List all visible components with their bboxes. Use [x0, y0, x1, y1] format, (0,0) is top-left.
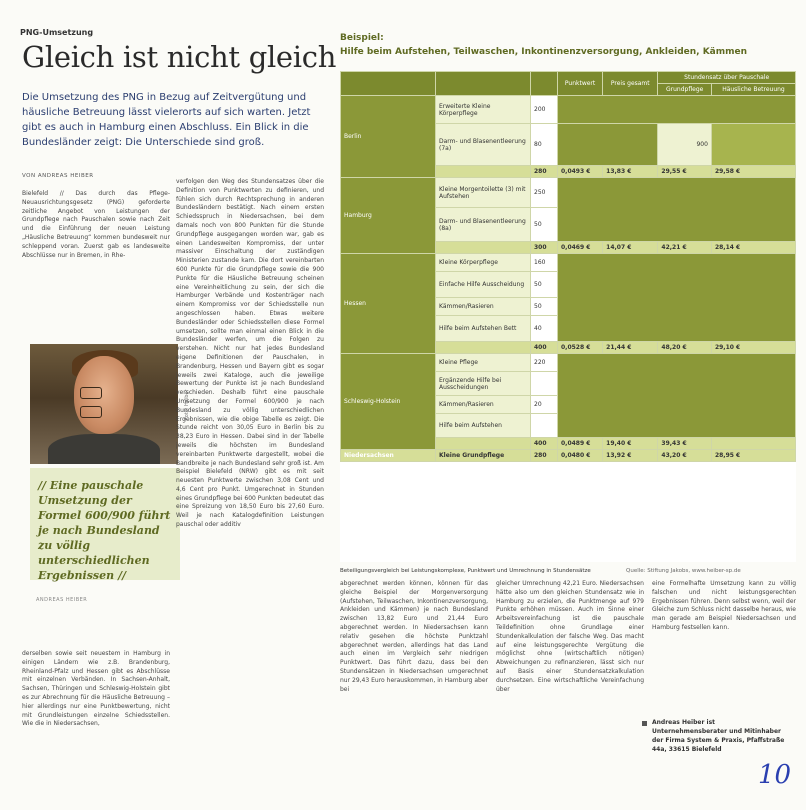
table-row: 400 0,0528 € 21,44 € 48,20 € 29,10 € [341, 342, 796, 354]
header-stundensatz: Stundensatz über Pauschale [658, 72, 796, 84]
table-row: Hilfe beim Aufstehen Bett 40 [341, 316, 796, 342]
table-row: Darm- und Blasenentleerung (7a) 80 900 [341, 124, 796, 166]
article-column-3: abgerechnet werden können, können für das gleiche Beispiel der Morgenversorgung (Aufstehen, Teilwaschen, Inkontinenzversorgung, Ankleiden und Kämmen) je nach Bundesland zwischen 13,82 Euro und 21,44 Euro abgerechnet werden. In Niedersachsen kann relativ gesehen die höchste Punktzahl abgerechnet werden, allerdings hat das Land auch einen im Vergleich sehr niedrigen Punktwert. Das führt dazu, dass bei den Stundensätzen in Niedersachsen umgerechnet nur 29,43 Euro herauskommen, in Hamburg aber bei [340, 580, 488, 693]
pull-quote: // Eine pauschale Umsetzung der Formel 600/900 führt je nach Bundesland zu völlig unterschiedlichen Ergebnissen // [30, 468, 180, 580]
table-row: Einfache Hilfe Ausscheidung 50 [341, 272, 796, 298]
header-grundpflege: Grundpflege [658, 84, 712, 96]
byline: VON ANDREAS HEIBER [22, 173, 94, 179]
table-row: Hessen Kleine Körperpflege 160 [341, 254, 796, 272]
table-row: Kämmen/Rasieren 20 [341, 396, 796, 414]
table-row: 300 0,0469 € 14,07 € 42,21 € 28,14 € [341, 242, 796, 254]
table-row: Ergänzende Hilfe bei Ausscheidungen [341, 372, 796, 396]
photo-credit: Foto: Heiber [184, 389, 190, 420]
table-footnote: Beteiligungsvergleich bei Leistungskomplexe, Punktwert und Umrechnung in Stundensätze [340, 568, 591, 574]
section-kicker: PNG-Umsetzung [20, 28, 94, 37]
header-punktwert: Punktwert [558, 72, 603, 96]
page-title: Gleich ist nicht gleich [22, 40, 337, 74]
article-column-2: verfolgen den Weg des Stundensatzes über die Definition von Punktwerten zu definieren, und fühlen sich durch Rechtsprechung in anderen Bundesländern bestätigt. Nach einem ersten Schiedsspruch in Niedersachsen, bei dem damals noch von 800 Punkten für die Stunde Grundpflege ausgegangen worden war, gab es einen Landesweiten Kompromiss, der unter massiver Einschaltung der zuständigen Ministerien zustande kam. Die dort vereinbarten 600 Punkte für die Grundpflege sowie die 900 Punkte für die Häusliche Betreuung scheinen eine Vereinheitlichung zu sein, der sich die Hamburger Verbände und Kostenträger nach einem Kompromiss vor der Schiedsstelle nun angeschlossen haben. Etwas weitere Bundesländer oder Schiedsstellen diese Formel umsetzen, sollte man einmal einen Blick in die Bundesländer werfen, um die Folgen zu verstehen. Nicht nur hat jedes Bundesland eigene Definitionen der Pauschalen, in Brandenburg, Hessen und Bayern gibt es sogar jeweils zwei Kataloge, auch die jeweilige Bewertung der Punkte ist je nach Bundesland verschieden. Deshalb führt eine pauschale Umsetzung der Formel 600/900 je nach Bundesland zu völlig unterschiedlichen Ergebnissen, wie die obige Tabelle es zeigt. Die Stunde reicht von 30,05 Euro in Berlin bis zu 38,23 Euro in Hessen. Dabei sind in der Tabelle jeweils die höchsten im Bundesland vereinbarten Punktwerte dargestellt, wobei die Bandbreite je nach Bundesland sehr groß ist. Am Beispiel Bielefeld (NRW) gibt es mit seit neuesten Punktwerte zwischen 3,08 Cent und 4,6 Cent pro Punkt. Umgerechnet in Stunden eines Grundpflege bei 600 Punkten bedeutet das eine Spreizung von 18,50 Euro bis 27,60 Euro. Weil je nach Katalogdefinition Leistungen pauschal oder additiv [176, 178, 324, 529]
page-number: 10 [758, 760, 792, 790]
pull-quote-source: ANDREAS HEIBER [36, 597, 88, 603]
table-row: Hamburg Kleine Morgentoilette (3) mit Aufstehen 250 [341, 178, 796, 208]
table-caption: Hilfe beim Aufstehen, Teilwaschen, Inkontinenzversorgung, Ankleiden, Kämmen [340, 47, 748, 57]
table-row: Niedersachsen Kleine Grundpflege 280 0,0480 € 13,92 € 43,20 € 28,95 € [341, 450, 796, 462]
table-row: Berlin Erweiterte Kleine Körperpflege 200 [341, 96, 796, 124]
article-column-5: eine Formelhafte Umsetzung kann zu völlig falschen und nicht leistungsgerechten Ergebnissen führen. Denn selbst wenn, weil der Gleiche zum Schluss nicht dasselbe heraus, wie man gerade am Beispiel Niedersachsen und Hamburg festsellen kann. [652, 580, 796, 631]
table-row: Hilfe beim Aufstehen [341, 414, 796, 438]
table-row: Kämmen/Rasieren 50 [341, 298, 796, 316]
article-column-4: gleicher Umrechnung 42,21 Euro. Niedersachsen hätte also um den gleichen Stundensatz wie in Hamburg zu erzielen, die Punktmenge auf 979 Punkte erhöhen müssen. Auch im Sinne einer Arbeitsvereinfachung ist die pauschale Teildefinition ohne Grundlage einer Stundenkalkulation der falsche Weg. Das macht auf eine leistungsgerechte Vergütung die möglichst ohne (wirtschaftlich nötigen) Abweichungen zu refinanzieren, lässt sich nur auf Basis einer Stundensatzkalkulation durchsetzen. Eine wirtschaftliche Vereinfachung über [496, 580, 644, 693]
author-bio: Andreas Heiber ist Unternehmensberater und Mitinhaber der Firma System & Praxis, Pfaffstraße 44a, 33615 Bielefeld [652, 718, 792, 754]
comparison-table [340, 71, 796, 562]
table-row: Schleswig-Holstein Kleine Pflege 220 [341, 354, 796, 372]
header-preis: Preis gesamt [603, 72, 658, 96]
table-row: 400 0,0489 € 19,40 € 39,43 € [341, 438, 796, 450]
author-photo [30, 344, 178, 464]
article-column-1-bottom: derselben sowie seit neuestem in Hamburg in einigen Ländern wie z.B. Brandenburg, Rheinland-Pfalz und Hessen gibt es Abschlüsse mit einzelnen Verbänden. In Sachsen-Anhalt, Sachsen, Thüringen und Schleswig-Holstein gibt es zur Abrechnung für die Häusliche Betreuung – hier allerdings nur eine Punktbewertung, nicht mit Grundleistungen einzelne Schiedsstellen. Wie die in Niedersachsen, [22, 650, 170, 728]
table-row: Darm- und Blasenentleerung (8a) 50 [341, 208, 796, 242]
lead-paragraph: Die Umsetzung des PNG in Bezug auf Zeitvergütung und häusliche Betreuung lässt vielerorts auf sich warten. Jetzt gibt es auch in Hamburg einen Abschluss. Ein Blick in die Bundesländer zeigt: Die Unterschiede sind groß. [22, 92, 311, 148]
table-row: 280 0,0493 € 13,83 € 29,55 € 29,58 € [341, 166, 796, 178]
article-column-1-top: Bielefeld // Das durch das Pflege-Neuausrichtungsgesetz (PNG) geforderte zeitliche Angebot von Leistungen der Grundpflege nach Pauschalen sowie nach Zeit und die Einführung der neuen Leistung „Häusliche Betreuung“ kommen bundesweit nur schleppend voran. Zuerst gab es landesweite Abschlüsse nur in Bremen, in Rhe- [22, 190, 170, 259]
table-source: Quelle: Stiftung Jakobs, www.heiber-sp.de [626, 568, 741, 574]
header-betreuung: Häusliche Betreuung [711, 84, 795, 96]
table-caption-label: Beispiel: [340, 33, 384, 43]
table-header-row [341, 72, 796, 84]
